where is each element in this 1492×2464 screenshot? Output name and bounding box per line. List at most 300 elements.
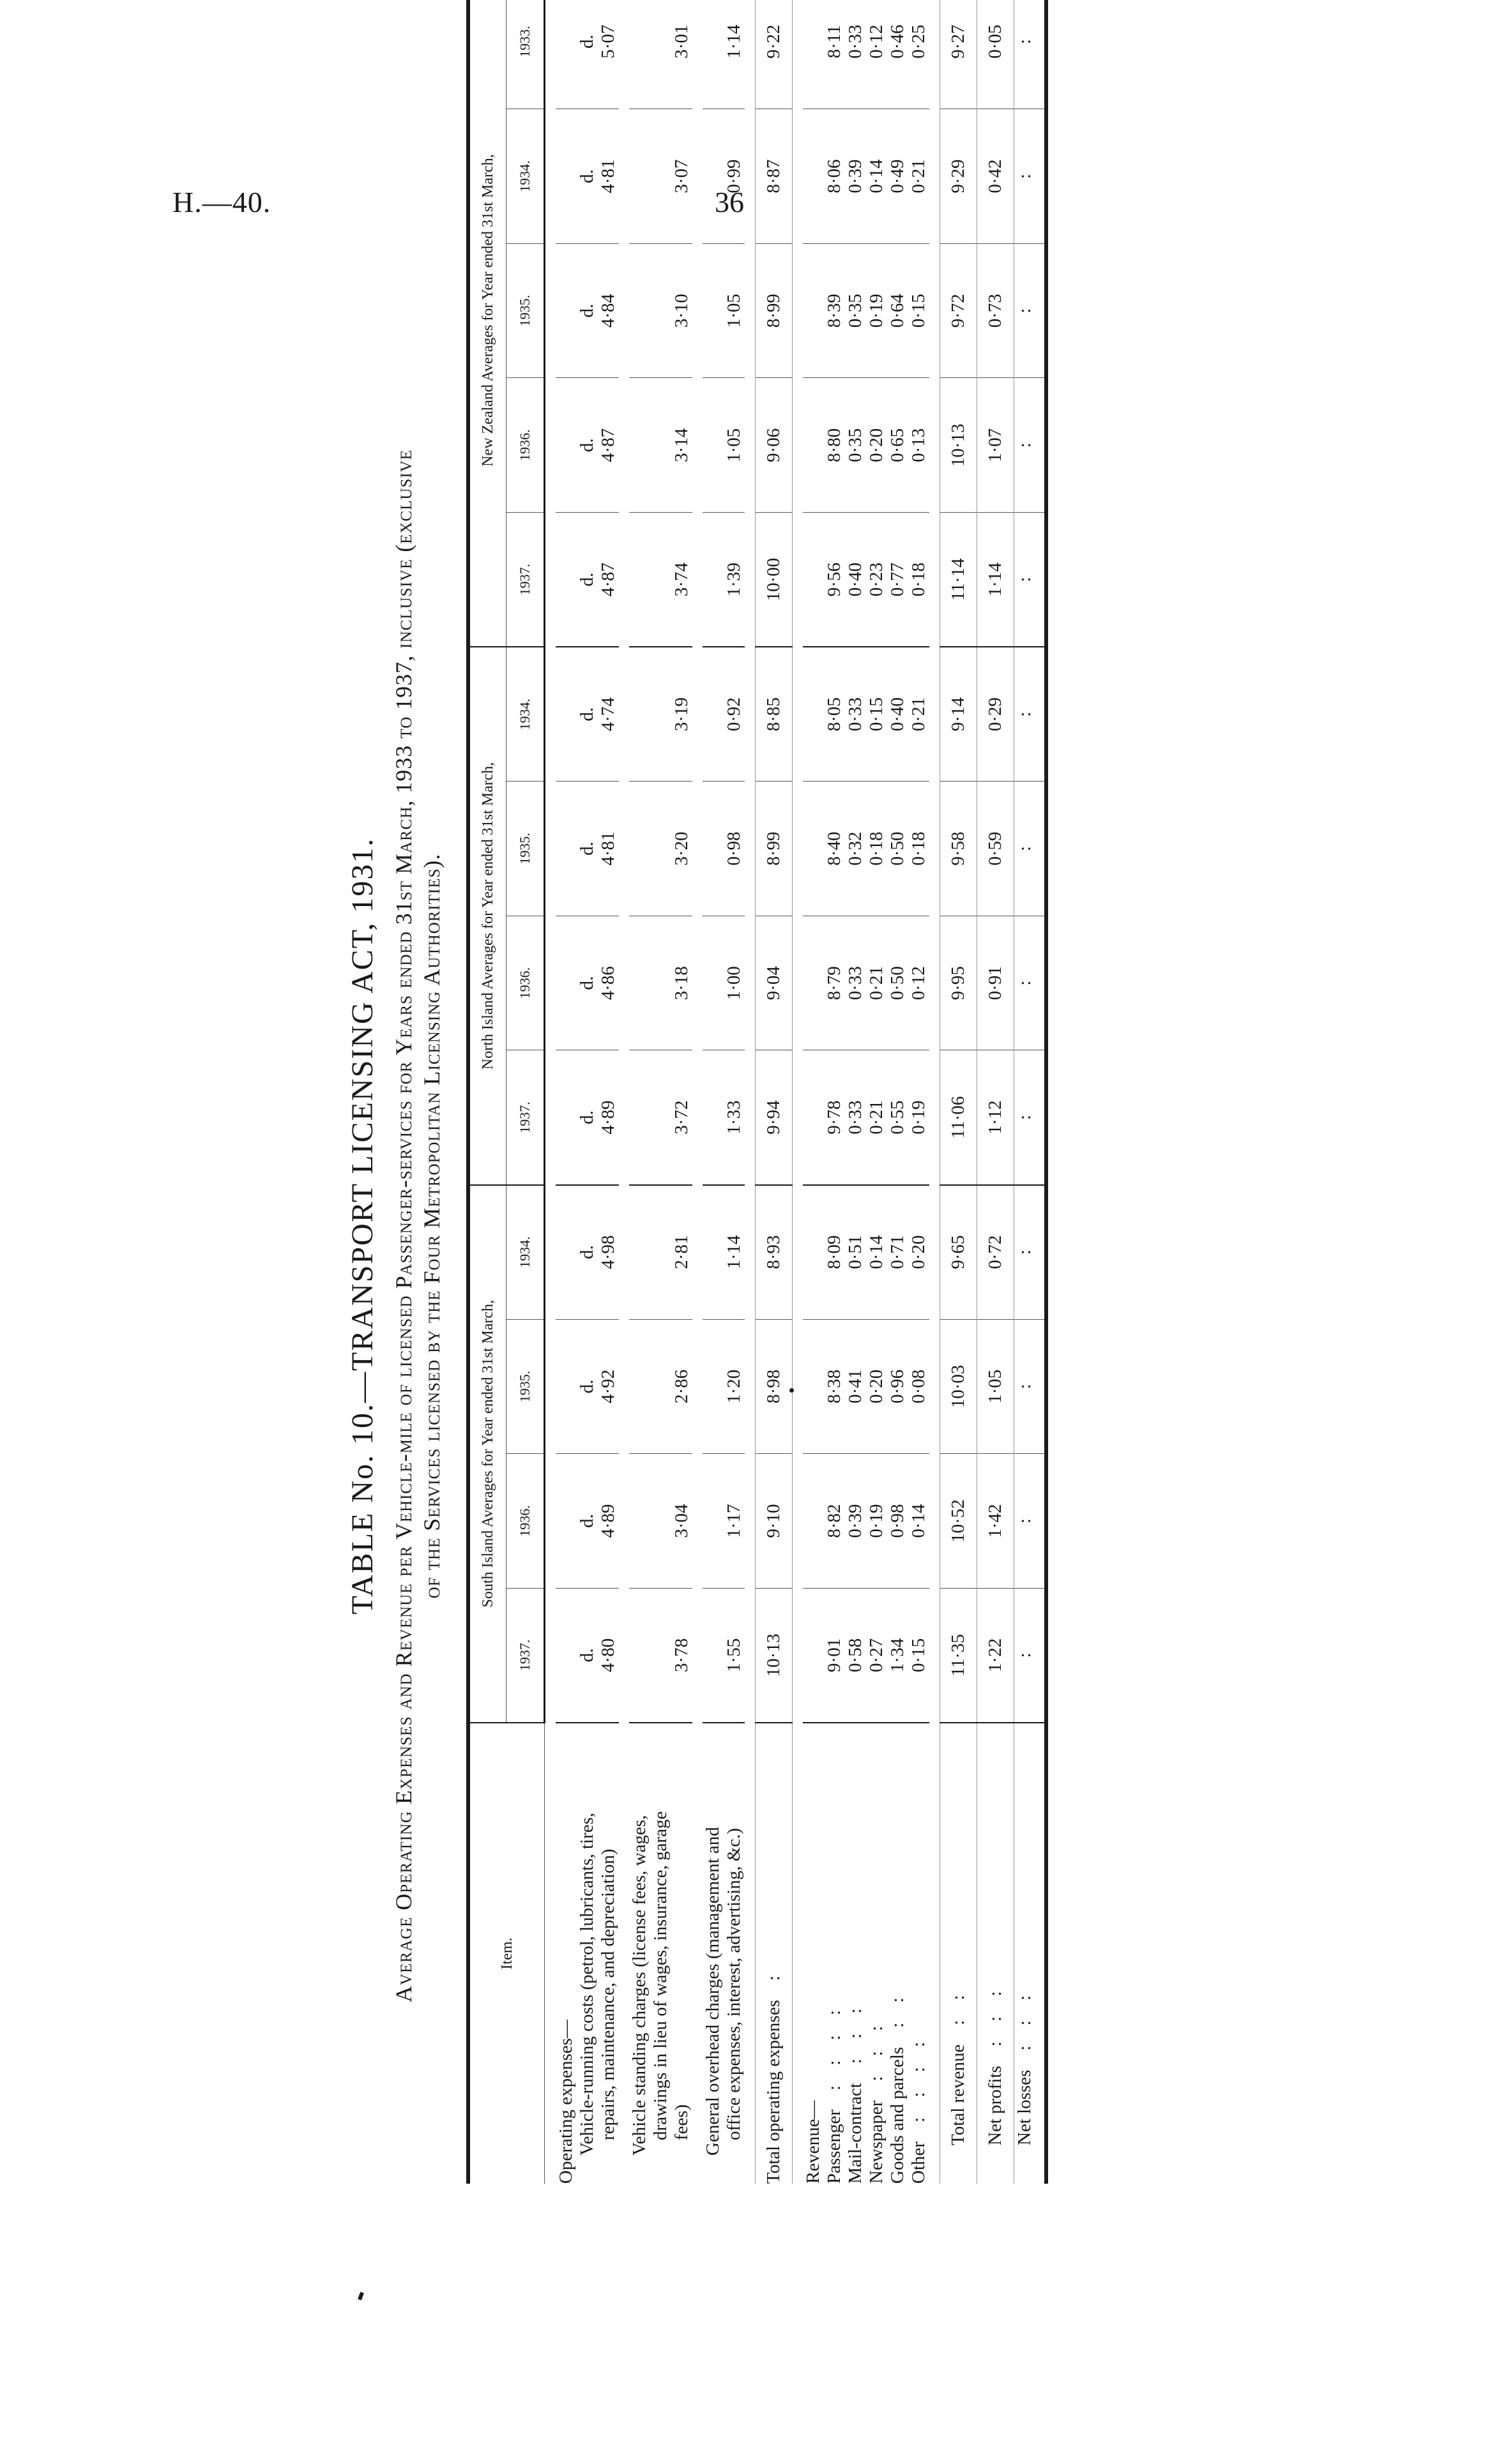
table-cell <box>845 647 866 782</box>
table-cell <box>940 0 977 109</box>
row-label-text: Net profits <box>985 2066 1005 2145</box>
cell-value: 8·05 <box>824 697 844 732</box>
unit-label: d. <box>577 303 597 318</box>
cell-value: : <box>1014 1250 1035 1255</box>
row-label-text: Total operating expenses <box>763 2000 784 2184</box>
table-title: TABLE No. 10.—TRANSPORT LICENSING ACT, 1931. <box>346 837 379 1615</box>
table-cell <box>629 1588 692 1723</box>
cell-value: : <box>1014 1518 1035 1524</box>
unit-label: d. <box>577 842 597 856</box>
row-label-line: office expenses, interest, advertising, &c.) <box>724 1827 744 2140</box>
cell-value: 0·21 <box>908 159 929 193</box>
cell-value: 1·05 <box>985 1369 1005 1404</box>
cell-value: 9·22 <box>763 24 784 59</box>
table-cell <box>703 647 745 782</box>
cell-value: : <box>1014 39 1035 45</box>
table-cell <box>845 378 866 513</box>
cell-value: 8·82 <box>824 1504 844 1538</box>
table-cell <box>977 1050 1014 1185</box>
row-label-text: Total revenue <box>948 2044 968 2145</box>
unit-label: d. <box>577 1110 597 1124</box>
cell-value: 1·55 <box>724 1638 744 1672</box>
row-label-line: drawings in lieu of wages, insurance, garage <box>650 1811 671 2140</box>
table-cell <box>887 1319 908 1454</box>
cell-value: 8·11 <box>824 25 844 59</box>
table-cell <box>866 916 887 1050</box>
table-cell <box>756 916 793 1050</box>
table-cell <box>977 647 1014 782</box>
cell-value: 0·51 <box>845 1235 865 1269</box>
table-cell <box>824 378 845 513</box>
table-cell <box>866 1185 887 1320</box>
table-cell <box>756 782 793 916</box>
table-cell <box>577 1319 619 1454</box>
table-cell <box>756 0 793 109</box>
row-label <box>977 1723 1014 2184</box>
row-leader: : : : : <box>908 2034 929 2122</box>
year-header: 1936. <box>506 916 545 1050</box>
cell-value: : <box>1014 308 1035 314</box>
cell-value: 1·05 <box>724 294 744 328</box>
row-leader: : : : : <box>824 2002 844 2091</box>
subtitle-line-1: Average Operating Expenses and Revenue per Vehicle-mile of licensed Passenger-services for Years ended 31st March, 1933 to 1937, inclusive (exclusive <box>391 449 416 2003</box>
cell-value: 0·20 <box>866 1369 887 1404</box>
row-label-line: Vehicle-running costs (petrol, lubricants, tires, <box>577 1812 597 2156</box>
year-header: 1935. <box>506 243 545 378</box>
table-cell <box>577 378 619 513</box>
table-cell <box>866 378 887 513</box>
table-cell <box>908 1454 929 1589</box>
table-cell <box>977 378 1014 513</box>
row-label-text: Other <box>908 2141 929 2184</box>
unit-label: d. <box>577 34 597 49</box>
table-cell <box>866 513 887 647</box>
cell-value: 0·58 <box>845 1638 865 1672</box>
table-cell <box>824 0 845 109</box>
unit-label: d. <box>577 169 597 183</box>
cell-value: 8·85 <box>763 697 784 732</box>
cell-value: 4·89 <box>598 1100 618 1135</box>
cell-value: 9·94 <box>763 1100 784 1135</box>
row-leader: : : : <box>866 2018 887 2082</box>
cell-value: 3·07 <box>671 159 692 193</box>
table-cell <box>1014 1588 1047 1723</box>
cell-value: 2·81 <box>671 1235 692 1269</box>
cell-value: 2·86 <box>671 1369 692 1404</box>
table-cell <box>1014 1319 1047 1454</box>
table-cell <box>1014 513 1047 647</box>
table-cell <box>1014 916 1047 1050</box>
table-cell <box>577 0 619 109</box>
table-cell <box>887 1454 908 1589</box>
table-cell <box>703 513 745 647</box>
cell-value: 1·05 <box>724 428 744 462</box>
table-cell <box>824 1050 845 1185</box>
table-cell <box>1014 782 1047 916</box>
cell-value: 0·15 <box>866 697 887 732</box>
row-label <box>887 1723 908 2184</box>
cell-value: 0·27 <box>866 1638 887 1672</box>
cell-value: 0·99 <box>724 159 744 193</box>
table-cell <box>756 513 793 647</box>
cell-value: 0·23 <box>866 563 887 597</box>
cell-value: 0·14 <box>908 1504 929 1538</box>
table-cell <box>824 1454 845 1589</box>
unit-label: d. <box>577 976 597 990</box>
table-cell <box>940 1185 977 1320</box>
row-label <box>866 1723 887 2184</box>
cell-value: 4·80 <box>598 1638 618 1672</box>
cell-value: 11·06 <box>948 1096 968 1139</box>
cell-value: 0·72 <box>985 1235 1005 1269</box>
cell-value: 0·21 <box>866 1100 887 1135</box>
cell-value: 9·04 <box>763 966 784 1001</box>
cell-value: : <box>1014 442 1035 448</box>
cell-value: 4·74 <box>598 697 618 732</box>
ink-tick <box>358 2292 364 2300</box>
band-new-zealand: New Zealand Averages for Year ended 31st March, <box>468 0 506 647</box>
table-cell <box>940 647 977 782</box>
unit-label: d. <box>577 438 597 453</box>
table-cell <box>977 1319 1014 1454</box>
table-cell <box>977 916 1014 1050</box>
cell-value: 3·18 <box>671 966 692 1001</box>
cell-value: 10·00 <box>763 557 784 601</box>
cell-value: 0·64 <box>887 294 908 328</box>
cell-value: 8·40 <box>824 831 844 866</box>
table-cell <box>577 782 619 916</box>
cell-value: 0·40 <box>887 697 908 732</box>
cell-value: 8·93 <box>763 1235 784 1269</box>
table-cell <box>756 647 793 782</box>
table-cell <box>908 378 929 513</box>
cell-value: 0·29 <box>985 697 1005 732</box>
cell-value: 9·01 <box>824 1638 844 1672</box>
cell-value: 3·14 <box>671 428 692 462</box>
table-cell <box>940 1588 977 1723</box>
table-cell <box>703 1454 745 1589</box>
cell-value: 1·14 <box>724 1235 744 1269</box>
cell-value: 0·39 <box>845 1504 865 1538</box>
row-label <box>703 1723 745 2184</box>
table-row <box>577 0 619 2184</box>
table-cell <box>887 378 908 513</box>
table-subtitle <box>390 268 446 2184</box>
page-number: 36 <box>715 186 744 218</box>
table-cell <box>908 1588 929 1723</box>
cell-value: 8·39 <box>824 294 844 328</box>
table-cell <box>845 1185 866 1320</box>
cell-value: 0·12 <box>866 24 887 59</box>
cell-value: : <box>1014 577 1035 582</box>
cell-value: 8·06 <box>824 159 844 193</box>
table-cell <box>940 1050 977 1185</box>
unit-label: d. <box>577 1379 597 1394</box>
cell-value: 0·77 <box>887 563 908 597</box>
table-cell <box>845 1454 866 1589</box>
table-cell <box>824 513 845 647</box>
row-label-line: General overhead charges (management and <box>703 1827 723 2156</box>
table-cell <box>629 647 692 782</box>
table-cell <box>577 109 619 244</box>
cell-value: 9·27 <box>948 24 968 59</box>
cell-value: 1·14 <box>985 563 1005 597</box>
table-cell <box>977 782 1014 916</box>
table-cell <box>940 243 977 378</box>
row-label-text: Mail-contract <box>845 2083 865 2184</box>
cell-value: 0·14 <box>866 159 887 193</box>
cell-value: 1·07 <box>985 428 1005 462</box>
cell-value: 1·14 <box>724 24 744 59</box>
table-cell <box>756 1185 793 1320</box>
cell-value: 3·10 <box>671 294 692 328</box>
cell-value: 8·99 <box>763 294 784 328</box>
cell-value: : <box>1014 711 1035 717</box>
cell-value: 0·35 <box>845 294 865 328</box>
table-cell <box>703 1319 745 1454</box>
table-cell <box>866 1050 887 1185</box>
table-row <box>556 0 577 2184</box>
cell-value: 8·99 <box>763 831 784 866</box>
cell-value: 9·06 <box>763 428 784 462</box>
cell-value: : <box>1014 980 1035 986</box>
table-cell <box>1014 378 1047 513</box>
table-cell <box>703 1185 745 1320</box>
table-row <box>866 0 887 2184</box>
table-cell <box>887 0 908 109</box>
row-label <box>756 1723 793 2184</box>
cell-value: 0·14 <box>866 1235 887 1269</box>
table-cell <box>756 378 793 513</box>
cell-value: 3·74 <box>671 563 692 597</box>
cell-value: 1·20 <box>724 1369 744 1404</box>
table-cell <box>845 0 866 109</box>
table-cell <box>940 109 977 244</box>
table-cell <box>756 1588 793 1723</box>
cell-value: 3·19 <box>671 697 692 732</box>
cell-value: 0·50 <box>887 966 908 1001</box>
cell-value: 3·01 <box>671 24 692 59</box>
table-cell <box>629 109 692 244</box>
year-header: 1935. <box>506 782 545 916</box>
table-cell <box>1014 1050 1047 1185</box>
cell-value: 0·39 <box>845 159 865 193</box>
table-row <box>703 0 745 2184</box>
year-header: 1937. <box>506 513 545 647</box>
table-cell <box>940 513 977 647</box>
table-cell <box>940 1319 977 1454</box>
table-cell <box>845 243 866 378</box>
unit-label: d. <box>577 1648 597 1663</box>
table-cell <box>866 1319 887 1454</box>
table-cell <box>629 916 692 1050</box>
table-row <box>940 0 977 2184</box>
table-cell <box>866 0 887 109</box>
table-cell <box>1014 1185 1047 1320</box>
cell-value: 8·87 <box>763 159 784 193</box>
row-label-opex-heading: Operating expenses— <box>556 2020 576 2184</box>
table-cell <box>908 513 929 647</box>
table-cell <box>845 1588 866 1723</box>
table-cell <box>629 378 692 513</box>
table-cell <box>703 1050 745 1185</box>
cell-value: 1·12 <box>985 1100 1005 1135</box>
cell-value: 0·19 <box>866 1504 887 1538</box>
cell-value: 0·96 <box>887 1369 908 1404</box>
cell-value: 0·12 <box>908 966 929 1001</box>
cell-value: 3·78 <box>671 1638 692 1672</box>
table-cell <box>756 1050 793 1185</box>
cell-value: 1·34 <box>887 1638 908 1672</box>
table-cell <box>577 647 619 782</box>
cell-value: 8·80 <box>824 428 844 462</box>
table-cell <box>756 1319 793 1454</box>
table-cell <box>940 378 977 513</box>
cell-value: 0·08 <box>908 1369 929 1404</box>
cell-value: 9·29 <box>948 159 968 193</box>
table-cell <box>977 109 1014 244</box>
cell-value: : <box>1014 846 1035 852</box>
table-cell <box>703 782 745 916</box>
table-cell <box>703 109 745 244</box>
cell-value: 0·19 <box>866 294 887 328</box>
year-header: 1937. <box>506 1588 545 1723</box>
table-cell <box>1014 0 1047 109</box>
cell-value: 10·52 <box>948 1499 968 1543</box>
table-cell <box>1014 647 1047 782</box>
cell-value: 0·18 <box>908 563 929 597</box>
cell-value: 5·07 <box>598 24 618 59</box>
table-cell <box>629 0 692 109</box>
cell-value: 3·72 <box>671 1100 692 1135</box>
row-label-text: Net losses <box>1014 2069 1035 2145</box>
cell-value: 3·04 <box>671 1504 692 1538</box>
table-cell <box>866 109 887 244</box>
table-cell <box>845 916 866 1050</box>
table-cell <box>629 513 692 647</box>
row-label-text: Goods and parcels <box>887 2046 908 2184</box>
table-cell <box>887 916 908 1050</box>
cell-value: 0·18 <box>908 831 929 866</box>
cell-value: 0·20 <box>908 1235 929 1269</box>
year-header: 1933. <box>506 0 545 109</box>
table-cell <box>824 1588 845 1723</box>
row-label <box>824 1723 845 2184</box>
table-cell <box>908 1050 929 1185</box>
table-row <box>803 0 824 2184</box>
cell-value: 0·05 <box>985 24 1005 59</box>
table-cell <box>756 1454 793 1589</box>
cell-value: 0·33 <box>845 966 865 1001</box>
year-header: 1936. <box>506 1454 545 1589</box>
row-leader: : : : <box>1014 1987 1035 2051</box>
table-cell <box>977 513 1014 647</box>
cell-value: : <box>1014 1384 1035 1389</box>
table-cell <box>629 1319 692 1454</box>
cell-value: 0·33 <box>845 24 865 59</box>
rotated-table-sheet <box>339 0 1169 2184</box>
table-cell <box>977 0 1014 109</box>
table-cell <box>866 1588 887 1723</box>
row-label-text: Newspaper <box>866 2100 887 2184</box>
item-column-header: Item. <box>468 1723 545 2184</box>
cell-value: 8·38 <box>824 1369 844 1404</box>
cell-value: 0·98 <box>724 831 744 866</box>
table-cell <box>887 109 908 244</box>
table-cell <box>866 647 887 782</box>
table-cell <box>845 1319 866 1454</box>
cell-value: 1·17 <box>724 1504 744 1538</box>
table-cell <box>824 782 845 916</box>
table-cell <box>824 647 845 782</box>
cell-value: 1·39 <box>724 563 744 597</box>
table-row <box>908 0 929 2184</box>
table-cell <box>908 1319 929 1454</box>
row-label <box>577 1723 619 2184</box>
table-cell <box>845 109 866 244</box>
ink-dot <box>789 1388 794 1393</box>
cell-value: : <box>1014 174 1035 179</box>
unit-label: d. <box>577 1514 597 1528</box>
cell-value: 0·98 <box>887 1504 908 1538</box>
table-cell <box>908 1185 929 1320</box>
table-cell <box>866 782 887 916</box>
table-cell <box>940 782 977 916</box>
table-cell <box>703 378 745 513</box>
year-header: 1934. <box>506 1185 545 1320</box>
cell-value: 0·20 <box>866 428 887 462</box>
cell-value: 11·14 <box>948 558 968 601</box>
table-cell <box>756 109 793 244</box>
year-header: 1937. <box>506 1050 545 1185</box>
table-cell <box>887 647 908 782</box>
table-cell <box>887 243 908 378</box>
table-cell <box>908 243 929 378</box>
table-cell <box>845 782 866 916</box>
row-label <box>1014 1723 1047 2184</box>
table-cell <box>977 1454 1014 1589</box>
table-cell <box>629 1050 692 1185</box>
cell-value: : <box>1014 1114 1035 1121</box>
row-label <box>940 1723 977 2184</box>
cell-value: 9·65 <box>948 1235 968 1269</box>
table-cell <box>577 1050 619 1185</box>
cell-value: 8·09 <box>824 1235 844 1269</box>
cell-value: 1·00 <box>724 966 744 1001</box>
table-cell <box>866 243 887 378</box>
cell-value: 0·92 <box>724 697 744 732</box>
row-label-line: fees) <box>671 2104 692 2140</box>
table-cell <box>845 1050 866 1185</box>
row-label-revenue-heading: Revenue— <box>803 2100 823 2184</box>
table-cell <box>887 1050 908 1185</box>
unit-label: d. <box>577 1245 597 1259</box>
table-cell <box>908 647 929 782</box>
table-cell <box>887 782 908 916</box>
year-header: 1934. <box>506 647 545 782</box>
row-leader: : : <box>887 1990 908 2028</box>
cell-value: 0·33 <box>845 1100 865 1135</box>
cell-value: 0·65 <box>887 428 908 462</box>
cell-value: 4·89 <box>598 1504 618 1538</box>
cell-value: 4·87 <box>598 563 618 597</box>
cell-value: 0·40 <box>845 563 865 597</box>
cell-value: 0·21 <box>866 966 887 1001</box>
cell-value: 0·25 <box>908 24 929 59</box>
cell-value: 0·55 <box>887 1100 908 1135</box>
row-label-line: repairs, maintenance, and depreciation) <box>598 1848 618 2140</box>
table-cell <box>908 0 929 109</box>
